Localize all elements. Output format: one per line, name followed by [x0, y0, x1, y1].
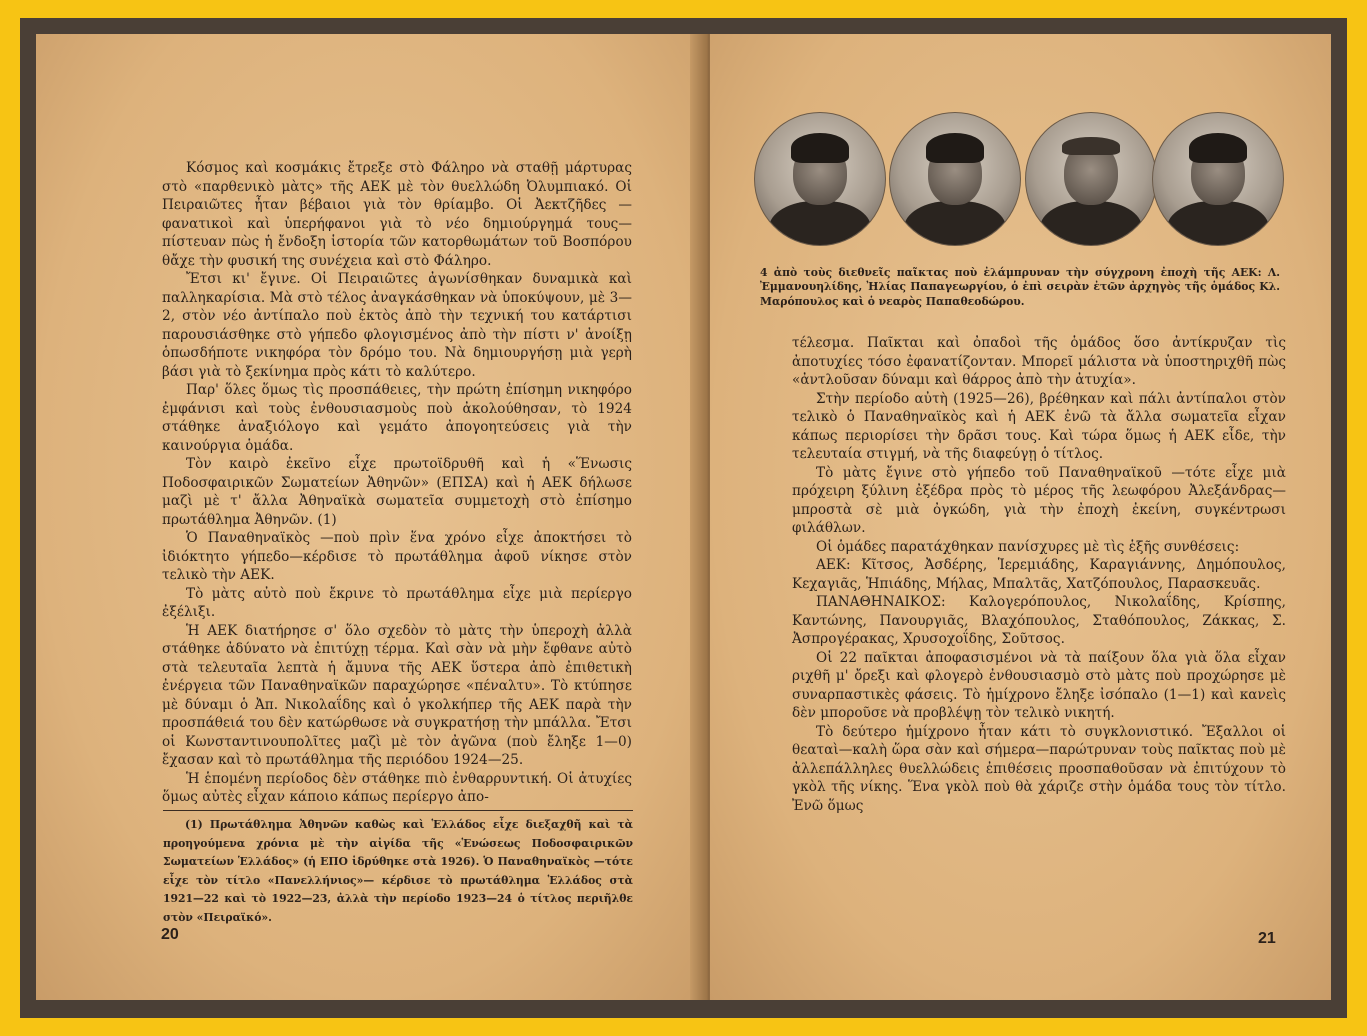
- right-page: [710, 34, 1331, 1000]
- paragraph: τέλεσμα. Παῖκται καὶ ὀπαδοὶ τῆς ὁμάδος ὅσο ἀντίκρυζαν τὶς ἀποτυχίες τόσο ἐφανατίζονταν. Μπορεῖ μάλιστα νὰ ὑποστηριχθῆ πὼς «ἀντλοῦσαν δύναμι καὶ θάρρος ἀπὸ τὴν ἀτυχία».: [792, 335, 1286, 388]
- footnote-divider: [163, 810, 633, 811]
- paragraph: Ἡ ἑπομένη περίοδος δὲν στάθηκε πιὸ ἐνθαρρυντική. Οἱ ἀτυχίες ὅμως αὐτὲς εἶχαν κάποιο κάπως περίεργο ἀπο-: [162, 770, 632, 805]
- paragraph: ΑΕΚ: Κῖτσος, Ἀσδέρης, Ἱερεμιάδης, Καραγιάννης, Δημόπουλος, Κεχαγιᾶς, Ἡπιάδης, Μήλας, Μπαλτᾶς, Χατζόπουλος, Παρασκευᾶς.: [792, 557, 1286, 592]
- paragraph: Παρ' ὅλες ὅμως τὶς προσπάθειες, τὴν πρώτη ἐπίσημη νικηφόρο ἐμφάνισι καὶ τοὺς ἐνθουσιασμοὺς ποὺ ἀκολούθησαν, τὸ 1924 στάθηκε ἀναξιόλογο καὶ γεμάτο ἀπογοητεύσεις γιὰ τὴν καινούργια ὁμάδα.: [162, 382, 632, 454]
- footnote-text: (1) Πρωτάθλημα Ἀθηνῶν καθὼς καὶ Ἑλλάδος εἶχε διεξαχθῆ καὶ τὰ προηγούμενα χρόνια μὲ τὴν αἰγίδα τῆς «Ἑνώσεως Ποδοσφαιρικῶν Σωματείων Ἑλλάδος» (ἡ ΕΠΟ ἱδρύθηκε στὰ 1926). Ὁ Παναθηναϊκὸς —τότε εἶχε τὸν τίτλο «Πανελλήνιος»— κέρδισε τὸ πρωτάθλημα Ἑλλάδος στὰ 1921—22 καὶ τὸ 1922—23, ἀλλὰ τὴν περίοδο 1923—24 ὁ τίτλος περιῆλθε στὸν «Πειραϊκό».: [163, 818, 633, 924]
- paragraph: Ἔτσι κι' ἔγινε. Οἱ Πειραιῶτες ἀγωνίσθηκαν δυναμικὰ καὶ παλληκαρίσια. Μὰ στὸ τέλος ἀναγκάσθηκαν νὰ ὑποκύψουν, μὲ 3—2, στὸν νέο ἀντίπαλο ποὺ ἐκτὸς ἀπὸ τὴν τεχνική του κατάρτισι παρουσιάσθηκε στὸ γήπεδο φλογισμένος ἀπὸ τὴν πίστι ν' ἀνοίξῃ ὁπωσδήποτε νικηφόρα τὸν δρόμο του. Νὰ δημιουργήσῃ μιὰ γερὴ βάσι γιὰ τὸ ξεκίνημα πρὸς κάτι τὸ καλύτερο.: [162, 271, 632, 380]
- paragraph: Στὴν περίοδο αὐτὴ (1925—26), βρέθηκαν καὶ πάλι ἀντίπαλοι στὸν τελικὸ ὁ Παναθηναϊκὸς καὶ ἡ ΑΕΚ ἐνῶ τὰ ἄλλα σωματεῖα εἶχαν κάπως περιορίσει τὴν δρᾶσι τους. Καὶ τώρα ὅμως ἡ ΑΕΚ εἶδε, τὴν τελευταία στιγμή, νὰ τῆς διαφεύγῃ ὁ τίτλος.: [792, 390, 1286, 462]
- paragraph: Ἡ ΑΕΚ διατήρησε σ' ὅλο σχεδὸν τὸ μὰτς τὴν ὑπεροχὴ ἀλλὰ στάθηκε ἀδύνατο νὰ ἐπιτύχῃ τέρμα. Καὶ σὰν νὰ μὴν ἔφθανε αὐτὸ στὰ τελευταῖα λεπτὰ ἡ ἄμυνα τῆς ΑΕΚ ὕστερα ἀπὸ ἐπιθετικὴ ἐνέργεια τῶν Παναθηναϊκῶν παραχώρησε «πέναλτυ». Τὸ κτύπησε μὲ δύναμι ὁ Ἀπ. Νικολαΐδης καὶ ὁ γκολκήπερ τῆς ΑΕΚ παρὰ τὴν προσπάθειά του δὲν κατώρθωσε νὰ συγκρατήσῃ τὴν μπάλλα. Ἔτσι οἱ Κωνσταντινουπολῖτες μαζὶ μὲ τὸν ἀγῶνα (ποὺ ἔληξε 1—0) ἔχασαν καὶ τὸ πρωτάθλημα τῆς περιόδου 1924—25.: [162, 622, 632, 768]
- paragraph: Τὸν καιρὸ ἐκεῖνο εἶχε πρωτοϊδρυθῆ καὶ ἡ «Ἕνωσις Ποδοσφαιρικῶν Σωματείων Ἀθηνῶν» (ΕΠΣΑ) καὶ ἡ ΑΕΚ δήλωσε μαζὶ μὲ τ' ἄλλα Ἀθηναϊκὰ σωματεῖα συμμετοχὴ στὸ ἐπίσημο πρωτάθλημα Ἀθηνῶν. (1): [162, 456, 632, 528]
- left-page: [36, 34, 706, 1000]
- player-photo: [754, 112, 886, 246]
- paragraph: Οἱ ὁμάδες παρατάχθηκαν πανίσχυρες μὲ τὶς ἑξῆς συνθέσεις:: [816, 538, 1240, 555]
- page-number: 21: [1258, 930, 1276, 947]
- paragraph: Οἱ 22 παῖκται ἀποφασισμένοι νὰ τὰ παίξουν ὅλα γιὰ ὅλα εἶχαν ριχθῆ μ' ὄρεξι καὶ φλογερὸ ἐνθουσιασμὸ στὸ μὰτς ποὺ προχώρησε μὲ συναρπαστικὲς φάσεις. Τὸ ἡμίχρονο ἔληξε ἰσόπαλο (1—1) καὶ κανεὶς δὲν μποροῦσε νὰ προβλέψῃ τὸν τελικὸ νικητή.: [792, 649, 1286, 721]
- paragraph: Τὸ δεύτερο ἡμίχρονο ἦταν κάτι τὸ συγκλονιστικό. Ἔξαλλοι οἱ θεαταὶ—καλὴ ὥρα σὰν καὶ σήμερα—παρώτρυναν τοὺς παῖκτας ποὺ μὲ ἀλλεπάλληλες θυελλώδεις ἐπιθέσεις προσπαθοῦσαν νὰ ἐπιτύχουν τὸ γκὸλ τῆς νίκης. Ἕνα γκὸλ ποὺ θὰ χάριζε στὴν ὁμάδα τους τὸν τίτλο. Ἐνῶ ὅμως: [792, 723, 1286, 814]
- photo-caption: 4 ἀπὸ τοὺς διεθνεῖς παῖκτας ποὺ ἐλάμπρυναν τὴν σύγχρονη ἐποχὴ τῆς ΑΕΚ: Λ. Ἐμμανουηλίδης, Ἠλίας Παπαγεωργίου, ὁ ἐπὶ σειρὰν ἐτῶν ἀρχηγὸς τῆς ὁμάδος Κλ. Μαρόπουλος καὶ ὁ νεαρὸς Παπαθεοδώρου.: [760, 266, 1280, 308]
- player-photo: [1152, 112, 1284, 246]
- paragraph: Κόσμος καὶ κοσμάκις ἔτρεξε στὸ Φάληρο νὰ σταθῇ μάρτυρας στὸ «παρθενικὸ μὰτς» τῆς ΑΕΚ μὲ τὸν θυελλώδη Ὀλυμπιακό. Οἱ Πειραιῶτες ἦταν βέβαιοι γιὰ τὸν θρίαμβο. Οἱ Ἀεκτζῆδες —φανατικοὶ καὶ ὑπερήφανοι γιὰ τὸ νέο δημιούργημά τους— πίστευαν πὼς ἡ ἔνδοξη ἱστορία τῶν κατορθωμάτων τοῦ Βοσπόρου θἄχε τὴν φυσική της συνέχεια καὶ στὸ Φάληρο.: [162, 160, 632, 269]
- player-photos: [754, 112, 1284, 252]
- footnote: [163, 816, 633, 928]
- player-photo: [889, 112, 1021, 246]
- paragraph: Ὁ Παναθηναϊκὸς —ποὺ πρὶν ἕνα χρόνο εἶχε ἀποκτήσει τὸ ἰδιόκτητο γήπεδο—κέρδισε τὸ πρωτάθλημα ἀφοῦ νίκησε στὸν τελικὸ τὴν ΑΕΚ.: [162, 530, 632, 583]
- paragraph: Τὸ μὰτς αὐτὸ ποὺ ἔκρινε τὸ πρωτάθλημα εἶχε μιὰ περίεργο ἐξέλιξι.: [162, 585, 632, 620]
- page-number: 20: [161, 926, 179, 943]
- right-text-column: [792, 334, 1286, 815]
- book-frame: [20, 18, 1347, 1018]
- player-photo: [1025, 112, 1157, 246]
- paragraph: ΠΑΝΑΘΗΝΑΙΚΟΣ: Καλογερόπουλος, Νικολαΐδης, Κρίσπης, Καντώνης, Πανουργιᾶς, Βλαχόπουλος, Σταθόπουλος, Ζάκκας, Σ. Ἀσπρογέρακας, Χρυσοχοΐδης, Σοῦτσος.: [792, 594, 1286, 647]
- paragraph: Τὸ μὰτς ἔγινε στὸ γήπεδο τοῦ Παναθηναϊκοῦ —τότε εἶχε μιὰ πρόχειρη ξύλινη ἐξέδρα πρὸς τὸ μέρος τῆς λεωφόρου Ἀλεξάνδρας— μπροστὰ σὲ μιὰ ὀγκώδη, γιὰ τὴν ἐποχὴ ἐκείνη, συγκέντρωσι φιλάθλων.: [792, 464, 1286, 536]
- left-text-column: [162, 159, 632, 807]
